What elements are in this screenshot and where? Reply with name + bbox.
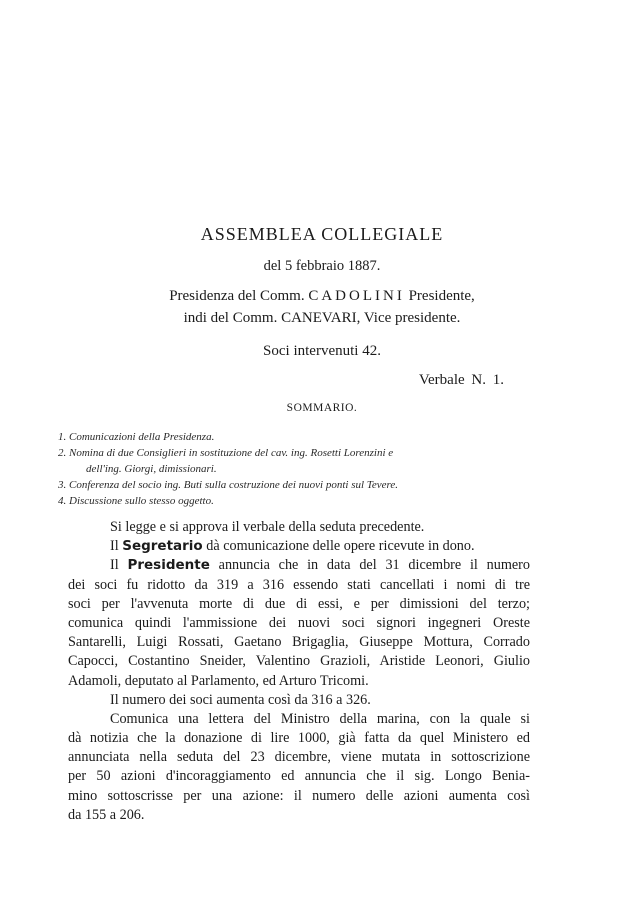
president-label: Presidente (127, 557, 210, 574)
page-title: ASSEMBLEA COLLEGIALE (200, 224, 444, 244)
summary-item: 1. Comunicazioni della Presidenza. (58, 431, 215, 443)
summary-item: 2. Nomina di due Consiglieri in sostituzione del cav. ing. Rosetti Lorenzini e (58, 447, 394, 459)
summary-item: 4. Discussione sullo stesso oggetto. (58, 495, 214, 507)
summary-item-continuation: dell'ing. Giorgi, dimissionari. (86, 463, 217, 475)
text-line: per 50 azioni d'incoraggiamento ed annuncia che il sig. Longo Benia- (68, 768, 530, 785)
secretary-prefix: Il (110, 538, 119, 555)
text-line: da 155 a 206. (68, 806, 145, 823)
text-line: annunciata nella seduta del 23 dicembre, viene mutata in sottoscrizione (68, 749, 530, 766)
text-line: Capocci, Costantino Sneider, Valentino Grazioli, Aristide Leonori, Giulio (68, 653, 530, 670)
text-line: Adamoli, deputato al Parlamento, ed Arturo Tricomi. (68, 672, 369, 689)
president-prefix: Il (110, 557, 119, 574)
minutes-body-continued (68, 576, 530, 825)
presidency-prefix: Presidenza del Comm. (169, 288, 305, 304)
paragraph-president-line (110, 556, 530, 575)
president-text: annuncia che in data del 31 dicembre il numero (218, 557, 530, 574)
meeting-date: del 5 febbraio 1887. (263, 258, 381, 274)
paragraph-approval: Si legge e si approva il verbale della seduta precedente. (110, 519, 425, 535)
verbale-number: Verbale N. 1. (418, 372, 504, 388)
minutes-body (110, 518, 530, 576)
text-line: comunica quindi l'ammissione dei nuovi soci signori ingegneri Oreste (68, 614, 530, 631)
secretary-text: dà comunicazione delle opere ricevute in dono. (206, 538, 475, 555)
presidency-suffix: Presidente, (408, 288, 475, 304)
presidency-line (0, 288, 644, 305)
secretary-label: Segretario (122, 538, 203, 555)
paragraph-secretary (110, 537, 530, 556)
text-line: Santarelli, Luigi Rossati, Gaetano Brigaglia, Giuseppe Mottura, Corrado (68, 634, 530, 651)
summary-title: SOMMARIO. (286, 402, 358, 414)
attendance-line: Soci intervenuti 42. (263, 343, 381, 359)
text-line: soci per l'avvenuta morte di due di essi, e per dimissioni del terzo; (68, 595, 530, 612)
text-line: Comunica una lettera del Ministro della marina, con la quale si (110, 710, 530, 727)
text-line: mino sottoscrisse per una azione: il numero delle azioni aumenta così (68, 787, 530, 804)
paragraph-member-count: Il numero dei soci aumenta così da 316 a 326. (110, 691, 371, 708)
summary-item: 3. Conferenza del socio ing. Buti sulla costruzione dei nuovi ponti sul Tevere. (58, 479, 399, 491)
text-line: dà notizia che la donazione di lire 1000, già fatta da quel Ministero ed (68, 730, 530, 747)
vice-presidency-line: indi del Comm. CANEVARI, Vice presidente. (183, 310, 461, 326)
summary-list (58, 429, 528, 509)
presidency-name: CADOLINI (308, 288, 405, 304)
text-line: dei soci fu ridotto da 319 a 316 essendo stati cancellati i nomi di tre (68, 576, 530, 593)
